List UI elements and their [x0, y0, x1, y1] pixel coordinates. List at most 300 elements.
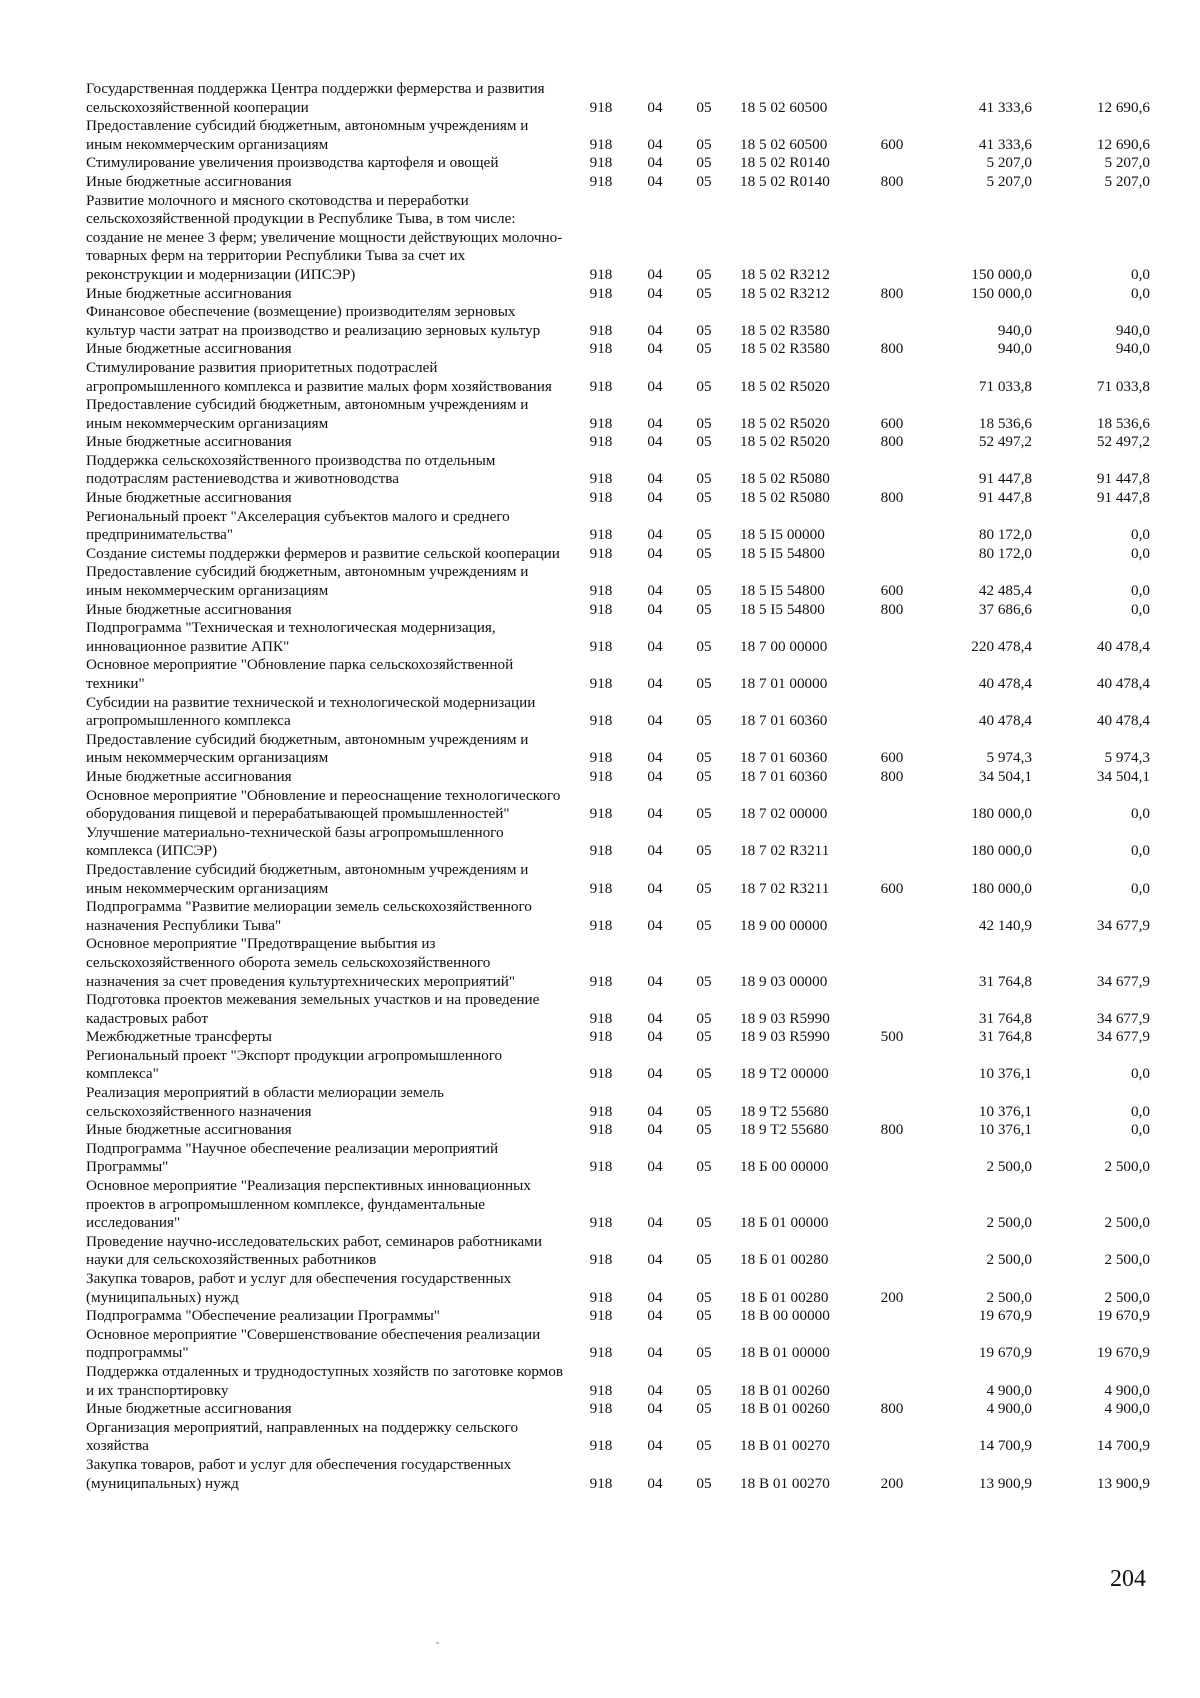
row-name-cell: Субсидии на развитие технической и технологической модернизации агропромышленного комплекса	[86, 693, 536, 730]
row-pr-cell: 05	[696, 916, 712, 934]
row-vr-cell	[868, 452, 916, 489]
table-row	[86, 768, 1150, 787]
row-name-cell: Основное мероприятие "Обновление и переоснащение технологического оборудования пищевой и перерабатывающей промышленностей"	[86, 786, 561, 823]
row-amount-year2-cell: 52 497,2	[1096, 433, 1150, 451]
row-name-cell: Подготовка проектов межевания земельных участков и на проведение кадастровых работ	[86, 991, 540, 1027]
row-vr-cell	[868, 619, 916, 656]
table-row	[86, 861, 1150, 898]
row-vr-cell	[868, 80, 916, 117]
row-ved-cell: 918	[589, 1344, 613, 1362]
row-rz-cell: 04	[647, 972, 663, 990]
row-pr-cell: 05	[696, 340, 712, 358]
row-amount-year1-cell: 2 500,0	[986, 1214, 1032, 1232]
row-amount-year2-cell: 2 500,0	[1104, 1251, 1150, 1269]
row-ved-cell: 918	[589, 377, 613, 395]
row-amount-year2-cell: 940,0	[1115, 340, 1150, 358]
row-ved-cell: 918	[589, 972, 613, 990]
row-amount-year2-cell: 940,0	[1115, 321, 1150, 339]
row-csr-cell: 18 5 02 R3580	[740, 340, 830, 358]
row-ved-cell: 918	[589, 265, 613, 283]
row-amount-year1-cell: 940,0	[997, 321, 1032, 339]
row-csr-cell: 18 В 01 00270	[740, 1437, 830, 1455]
table-row	[86, 285, 1150, 304]
row-rz-cell: 04	[647, 154, 663, 172]
row-name-cell: Подпрограмма "Развитие мелиорации земель сельскохозяйственного назначения Республики Тыва"	[86, 898, 532, 934]
row-rz-cell: 04	[647, 637, 663, 655]
row-ved-cell: 918	[589, 1028, 613, 1046]
row-pr-cell: 05	[696, 414, 712, 432]
table-row	[86, 1177, 1150, 1233]
row-pr-cell: 05	[696, 1121, 712, 1139]
row-amount-year2-cell: 40 478,4	[1096, 637, 1150, 655]
row-ved-cell: 918	[589, 340, 613, 358]
table-row	[86, 452, 1150, 489]
row-ved-cell: 918	[589, 1009, 613, 1027]
table-row	[86, 935, 1150, 991]
row-amount-year2-cell: 91 447,8	[1096, 470, 1150, 488]
row-name-cell: Подпрограмма "Обеспечение реализации Программы"	[86, 1307, 440, 1325]
row-name-cell: Предоставление субсидий бюджетным, автономным учреждениям и иным некоммерческим организациям	[86, 117, 529, 153]
row-amount-year1-cell: 52 497,2	[978, 433, 1032, 451]
row-csr-cell: 18 9 00 00000	[740, 916, 828, 934]
row-csr-cell: 18 5 02 R5020	[740, 414, 830, 432]
row-name-cell: Региональный проект "Акселерация субъектов малого и среднего предпринимательства"	[86, 507, 510, 544]
row-rz-cell: 04	[647, 805, 663, 823]
table-row	[86, 545, 1150, 564]
row-vr-cell: 200	[880, 1474, 904, 1492]
row-amount-year2-cell: 0,0	[1131, 600, 1150, 618]
row-ved-cell: 918	[589, 98, 613, 116]
row-name-cell: Улучшение материально-технической базы агропромышленного комплекса (ИПСЭР)	[86, 823, 504, 860]
row-amount-year1-cell: 10 376,1	[978, 1121, 1032, 1139]
row-amount-year2-cell: 0,0	[1131, 582, 1150, 600]
row-csr-cell: 18 9 03 R5990	[740, 1009, 830, 1027]
row-rz-cell: 04	[647, 1121, 663, 1139]
row-csr-cell: 18 9 T2 00000	[740, 1065, 829, 1083]
row-csr-cell: 18 9 03 R5990	[740, 1028, 830, 1046]
row-rz-cell: 04	[647, 377, 663, 395]
row-rz-cell: 04	[647, 1381, 663, 1399]
row-amount-year1-cell: 180 000,0	[971, 842, 1032, 860]
row-vr-cell: 800	[880, 340, 904, 358]
row-csr-cell: 18 Б 01 00000	[740, 1214, 829, 1232]
row-vr-cell: 600	[880, 582, 904, 600]
row-amount-year1-cell: 150 000,0	[971, 284, 1032, 302]
row-pr-cell: 05	[696, 1307, 712, 1325]
row-ved-cell: 918	[589, 154, 613, 172]
row-name-cell: Создание системы поддержки фермеров и развитие сельской кооперации	[86, 544, 560, 562]
row-vr-cell	[868, 359, 916, 396]
table-row	[86, 359, 1150, 396]
row-amount-year1-cell: 180 000,0	[971, 805, 1032, 823]
row-vr-cell	[868, 824, 916, 861]
row-rz-cell: 04	[647, 321, 663, 339]
row-vr-cell	[868, 1419, 916, 1456]
row-rz-cell: 04	[647, 675, 663, 692]
row-amount-year2-cell: 34 677,9	[1096, 916, 1150, 934]
row-name-cell: Поддержка сельскохозяйственного производства по отдельным подотраслям растениеводства и животноводства	[86, 451, 496, 488]
row-name-cell: Иные бюджетные ассигнования	[86, 600, 292, 618]
row-pr-cell: 05	[696, 1288, 712, 1306]
row-vr-cell: 500	[880, 1028, 904, 1046]
row-pr-cell: 05	[696, 675, 712, 692]
table-row	[86, 787, 1150, 824]
row-amount-year2-cell: 0,0	[1131, 1102, 1150, 1120]
row-name-cell: Закупка товаров, работ и услуг для обеспечения государственных (муниципальных) нужд	[86, 1270, 512, 1306]
row-vr-cell: 800	[880, 1121, 904, 1139]
table-row	[86, 489, 1150, 508]
row-amount-year2-cell: 2 500,0	[1104, 1158, 1150, 1176]
table-row	[86, 824, 1150, 861]
row-rz-cell: 04	[647, 98, 663, 116]
row-rz-cell: 04	[647, 582, 663, 600]
table-row	[86, 619, 1150, 656]
table-row	[86, 731, 1150, 768]
row-csr-cell: 18 7 02 00000	[740, 805, 828, 823]
row-rz-cell: 04	[647, 1251, 663, 1269]
row-rz-cell: 04	[647, 1288, 663, 1306]
row-rz-cell: 04	[647, 1437, 663, 1455]
row-csr-cell: 18 5 02 R5080	[740, 470, 830, 488]
row-amount-year2-cell: 0,0	[1131, 265, 1150, 283]
row-amount-year2-cell: 34 504,1	[1096, 767, 1150, 785]
row-amount-year2-cell: 34 677,9	[1096, 1009, 1150, 1027]
row-csr-cell: 18 9 T2 55680	[740, 1121, 829, 1139]
row-amount-year2-cell: 19 670,9	[1096, 1344, 1150, 1362]
row-amount-year1-cell: 31 764,8	[978, 972, 1032, 990]
table-row	[86, 1419, 1150, 1456]
row-ved-cell: 918	[589, 1307, 613, 1325]
row-amount-year1-cell: 19 670,9	[978, 1344, 1032, 1362]
row-pr-cell: 05	[696, 1400, 712, 1418]
row-pr-cell: 05	[696, 265, 712, 283]
row-ved-cell: 918	[589, 1065, 613, 1083]
row-amount-year1-cell: 14 700,9	[978, 1437, 1032, 1455]
row-name-cell: Развитие молочного и мясного скотоводства и переработки сельскохозяйственной продукции в Республике Тыва, в том числе: создание не менее 3 ферм; увеличение мощности действующих молочно-товарных ферм на территории Республики Тыва за счет их реконструкции и модернизации (ИПСЭР)	[86, 191, 563, 283]
row-pr-cell: 05	[696, 544, 712, 562]
row-vr-cell: 800	[880, 767, 904, 785]
row-vr-cell	[868, 787, 916, 824]
row-amount-year1-cell: 40 478,4	[978, 675, 1032, 692]
row-rz-cell: 04	[647, 749, 663, 767]
row-vr-cell	[868, 1047, 916, 1084]
row-amount-year2-cell: 13 900,9	[1096, 1474, 1150, 1492]
row-rz-cell: 04	[647, 1400, 663, 1418]
table-row	[86, 173, 1150, 192]
row-rz-cell: 04	[647, 284, 663, 302]
row-csr-cell: 18 7 02 R3211	[740, 879, 830, 897]
row-amount-year2-cell: 19 670,9	[1096, 1307, 1150, 1325]
row-ved-cell: 918	[589, 1158, 613, 1176]
row-amount-year2-cell: 0,0	[1131, 284, 1150, 302]
row-amount-year1-cell: 80 172,0	[978, 544, 1032, 562]
table-row	[86, 898, 1150, 935]
row-name-cell: Стимулирование увеличения производства картофеля и овощей	[86, 154, 499, 172]
row-rz-cell: 04	[647, 767, 663, 785]
row-rz-cell: 04	[647, 879, 663, 897]
row-rz-cell: 04	[647, 1009, 663, 1027]
row-amount-year2-cell: 5 207,0	[1104, 154, 1150, 172]
row-name-cell: Предоставление субсидий бюджетным, автономным учреждениям и иным некоммерческим организациям	[86, 860, 529, 897]
row-vr-cell	[868, 1140, 916, 1177]
row-pr-cell: 05	[696, 712, 712, 730]
row-ved-cell: 918	[589, 1251, 613, 1269]
row-csr-cell: 18 5 I5 00000	[740, 526, 825, 544]
row-pr-cell: 05	[696, 172, 712, 190]
row-vr-cell: 600	[880, 879, 904, 897]
page-number: 204	[1110, 1566, 1146, 1592]
row-csr-cell: 18 Б 01 00280	[740, 1251, 829, 1269]
row-pr-cell: 05	[696, 600, 712, 618]
row-name-cell: Предоставление субсидий бюджетным, автономным учреждениям и иным некоммерческим организациям	[86, 563, 529, 600]
row-name-cell: Основное мероприятие "Реализация перспективных инновационных проектов в агропромышленном комплексе, фундаментальные исследования"	[86, 1177, 531, 1232]
row-amount-year1-cell: 150 000,0	[971, 265, 1032, 283]
scan-artifact	[436, 1642, 439, 1644]
row-amount-year1-cell: 80 172,0	[978, 526, 1032, 544]
row-amount-year2-cell: 4 900,0	[1104, 1400, 1150, 1418]
row-ved-cell: 918	[589, 1288, 613, 1306]
row-amount-year1-cell: 10 376,1	[978, 1102, 1032, 1120]
table-row	[86, 1400, 1150, 1419]
row-csr-cell: 18 5 02 R3212	[740, 284, 830, 302]
row-pr-cell: 05	[696, 1065, 712, 1083]
row-amount-year1-cell: 91 447,8	[978, 489, 1032, 507]
row-csr-cell: 18 5 02 R5080	[740, 489, 830, 507]
table-row	[86, 563, 1150, 600]
row-csr-cell: 18 5 I5 54800	[740, 600, 825, 618]
row-amount-year2-cell: 34 677,9	[1096, 1028, 1150, 1046]
row-rz-cell: 04	[647, 489, 663, 507]
row-csr-cell: 18 В 01 00000	[740, 1344, 830, 1362]
row-amount-year2-cell: 5 207,0	[1104, 172, 1150, 190]
row-csr-cell: 18 В 01 00260	[740, 1381, 830, 1399]
row-csr-cell: 18 5 02 R3212	[740, 265, 830, 283]
row-ved-cell: 918	[589, 712, 613, 730]
row-vr-cell: 600	[880, 749, 904, 767]
row-amount-year2-cell: 40 478,4	[1096, 712, 1150, 730]
row-ved-cell: 918	[589, 879, 613, 897]
row-pr-cell: 05	[696, 1102, 712, 1120]
row-pr-cell: 05	[696, 98, 712, 116]
table-row	[86, 1363, 1150, 1400]
table-row	[86, 694, 1150, 731]
row-amount-year2-cell: 12 690,6	[1096, 98, 1150, 116]
row-ved-cell: 918	[589, 805, 613, 823]
row-vr-cell: 800	[880, 172, 904, 190]
table-row	[86, 1307, 1150, 1326]
row-amount-year2-cell: 0,0	[1131, 544, 1150, 562]
table-row	[86, 991, 1150, 1028]
row-csr-cell: 18 9 03 00000	[740, 972, 828, 990]
row-name-cell: Иные бюджетные ассигнования	[86, 489, 292, 507]
row-ved-cell: 918	[589, 1214, 613, 1232]
row-amount-year1-cell: 31 764,8	[978, 1009, 1032, 1027]
row-csr-cell: 18 5 02 R5020	[740, 433, 830, 451]
row-amount-year1-cell: 2 500,0	[986, 1158, 1032, 1176]
row-name-cell: Организация мероприятий, направленных на поддержку сельского хозяйства	[86, 1418, 519, 1455]
row-vr-cell	[868, 935, 916, 991]
row-amount-year1-cell: 4 900,0	[986, 1400, 1032, 1418]
row-vr-cell: 800	[880, 433, 904, 451]
table-row	[86, 1047, 1150, 1084]
row-ved-cell: 918	[589, 749, 613, 767]
row-name-cell: Поддержка отдаленных и труднодоступных хозяйств по заготовке кормов и их транспортировку	[86, 1362, 564, 1399]
row-amount-year1-cell: 18 536,6	[978, 414, 1032, 432]
row-rz-cell: 04	[647, 1102, 663, 1120]
row-amount-year1-cell: 2 500,0	[986, 1251, 1032, 1269]
row-amount-year1-cell: 940,0	[997, 340, 1032, 358]
table-row	[86, 1028, 1150, 1047]
row-amount-year2-cell: 5 974,3	[1104, 749, 1150, 767]
row-pr-cell: 05	[696, 767, 712, 785]
row-amount-year1-cell: 42 485,4	[978, 582, 1032, 600]
row-rz-cell: 04	[647, 1158, 663, 1176]
row-rz-cell: 04	[647, 470, 663, 488]
table-row	[86, 656, 1150, 693]
row-ved-cell: 918	[589, 470, 613, 488]
row-rz-cell: 04	[647, 1214, 663, 1232]
row-csr-cell: 18 В 01 00270	[740, 1474, 830, 1492]
row-amount-year2-cell: 71 033,8	[1096, 377, 1150, 395]
row-ved-cell: 918	[589, 544, 613, 562]
table-row	[86, 80, 1150, 117]
row-amount-year1-cell: 31 764,8	[978, 1028, 1032, 1046]
row-name-cell: Иные бюджетные ассигнования	[86, 433, 292, 451]
row-amount-year1-cell: 41 333,6	[978, 135, 1032, 153]
row-pr-cell: 05	[696, 1158, 712, 1176]
row-vr-cell: 800	[880, 600, 904, 618]
row-csr-cell: 18 5 02 R0140	[740, 154, 830, 172]
row-amount-year1-cell: 10 376,1	[978, 1065, 1032, 1083]
row-pr-cell: 05	[696, 526, 712, 544]
row-pr-cell: 05	[696, 1474, 712, 1492]
row-vr-cell: 800	[880, 284, 904, 302]
row-pr-cell: 05	[696, 135, 712, 153]
row-csr-cell: 18 5 02 R0140	[740, 172, 830, 190]
row-ved-cell: 918	[589, 284, 613, 302]
row-amount-year2-cell: 0,0	[1131, 1121, 1150, 1139]
row-csr-cell: 18 В 00 00000	[740, 1307, 830, 1325]
row-vr-cell	[868, 991, 916, 1028]
row-ved-cell: 918	[589, 637, 613, 655]
row-rz-cell: 04	[647, 1028, 663, 1046]
row-rz-cell: 04	[647, 135, 663, 153]
row-amount-year1-cell: 41 333,6	[978, 98, 1032, 116]
row-rz-cell: 04	[647, 172, 663, 190]
row-amount-year2-cell: 4 900,0	[1104, 1381, 1150, 1399]
row-name-cell: Реализация мероприятий в области мелиорации земель сельскохозяйственного назначения	[86, 1084, 444, 1120]
table-row	[86, 192, 1150, 285]
row-name-cell: Стимулирование развития приоритетных подотраслей агропромышленного комплекса и развитие малых форм хозяйствования	[86, 358, 552, 395]
row-csr-cell: 18 9 T2 55680	[740, 1102, 829, 1120]
row-ved-cell: 918	[589, 1121, 613, 1139]
row-csr-cell: 18 5 02 R3580	[740, 321, 830, 339]
row-name-cell: Основное мероприятие "Совершенствование обеспечения реализации подпрограммы"	[86, 1325, 541, 1362]
row-pr-cell: 05	[696, 489, 712, 507]
row-name-cell: Иные бюджетные ассигнования	[86, 172, 292, 190]
row-vr-cell	[868, 1363, 916, 1400]
row-amount-year1-cell: 13 900,9	[978, 1474, 1032, 1492]
row-vr-cell	[868, 508, 916, 545]
row-csr-cell: 18 7 01 60360	[740, 712, 828, 730]
row-amount-year1-cell: 5 207,0	[986, 154, 1032, 172]
row-vr-cell	[868, 545, 916, 564]
row-amount-year2-cell: 91 447,8	[1096, 489, 1150, 507]
table-row	[86, 340, 1150, 359]
row-pr-cell: 05	[696, 879, 712, 897]
row-vr-cell: 600	[880, 414, 904, 432]
table-row	[86, 154, 1150, 173]
row-csr-cell: 18 5 02 R5020	[740, 377, 830, 395]
row-amount-year2-cell: 2 500,0	[1104, 1214, 1150, 1232]
row-vr-cell: 600	[880, 135, 904, 153]
row-vr-cell	[868, 1307, 916, 1326]
row-rz-cell: 04	[647, 414, 663, 432]
row-csr-cell: 18 7 01 60360	[740, 749, 828, 767]
row-vr-cell	[868, 1084, 916, 1121]
row-csr-cell: 18 7 00 00000	[740, 637, 828, 655]
row-rz-cell: 04	[647, 1307, 663, 1325]
row-name-cell: Основное мероприятие "Предотвращение выбытия из сельскохозяйственного оборота земель сельскохозяйственного назначения за счет проведения культуртехнических мероприятий"	[86, 935, 516, 990]
row-vr-cell: 800	[880, 489, 904, 507]
row-ved-cell: 918	[589, 842, 613, 860]
row-name-cell: Подпрограмма "Техническая и технологическая модернизация, инновационное развитие АПК"	[86, 619, 496, 655]
row-ved-cell: 918	[589, 489, 613, 507]
row-vr-cell: 800	[880, 1400, 904, 1418]
row-csr-cell: 18 Б 01 00280	[740, 1288, 829, 1306]
row-csr-cell: 18 7 01 60360	[740, 767, 828, 785]
row-pr-cell: 05	[696, 1214, 712, 1232]
table-row	[86, 1121, 1150, 1140]
row-name-cell: Межбюджетные трансферты	[86, 1028, 272, 1046]
row-pr-cell: 05	[696, 1381, 712, 1399]
row-vr-cell	[868, 898, 916, 935]
row-pr-cell: 05	[696, 1009, 712, 1027]
row-pr-cell: 05	[696, 842, 712, 860]
row-rz-cell: 04	[647, 916, 663, 934]
row-amount-year1-cell: 34 504,1	[978, 767, 1032, 785]
row-amount-year1-cell: 4 900,0	[986, 1381, 1032, 1399]
row-name-cell: Иные бюджетные ассигнования	[86, 1121, 292, 1139]
row-ved-cell: 918	[589, 526, 613, 544]
row-name-cell: Иные бюджетные ассигнования	[86, 284, 292, 302]
row-amount-year2-cell: 40 478,4	[1096, 675, 1150, 692]
row-csr-cell: 18 Б 00 00000	[740, 1158, 829, 1176]
row-pr-cell: 05	[696, 637, 712, 655]
table-row	[86, 303, 1150, 340]
row-ved-cell: 918	[589, 916, 613, 934]
row-name-cell: Проведение научно-исследовательских работ, семинаров работниками науки для сельскохозяйственных работников	[86, 1232, 542, 1269]
row-name-cell: Региональный проект "Экспорт продукции агропромышленного комплекса"	[86, 1046, 503, 1083]
row-amount-year1-cell: 37 686,6	[978, 600, 1032, 618]
row-amount-year1-cell: 5 974,3	[986, 749, 1032, 767]
row-amount-year1-cell: 40 478,4	[978, 712, 1032, 730]
row-amount-year2-cell: 14 700,9	[1096, 1437, 1150, 1455]
row-rz-cell: 04	[647, 712, 663, 730]
row-csr-cell: 18 5 I5 54800	[740, 544, 825, 562]
row-vr-cell	[868, 154, 916, 173]
row-name-cell: Иные бюджетные ассигнования	[86, 1400, 292, 1418]
budget-table	[86, 80, 1150, 1493]
row-amount-year2-cell: 0,0	[1131, 805, 1150, 823]
row-ved-cell: 918	[589, 582, 613, 600]
row-pr-cell: 05	[696, 321, 712, 339]
row-pr-cell: 05	[696, 470, 712, 488]
row-rz-cell: 04	[647, 600, 663, 618]
row-pr-cell: 05	[696, 1437, 712, 1455]
row-rz-cell: 04	[647, 544, 663, 562]
row-ved-cell: 918	[589, 1102, 613, 1120]
